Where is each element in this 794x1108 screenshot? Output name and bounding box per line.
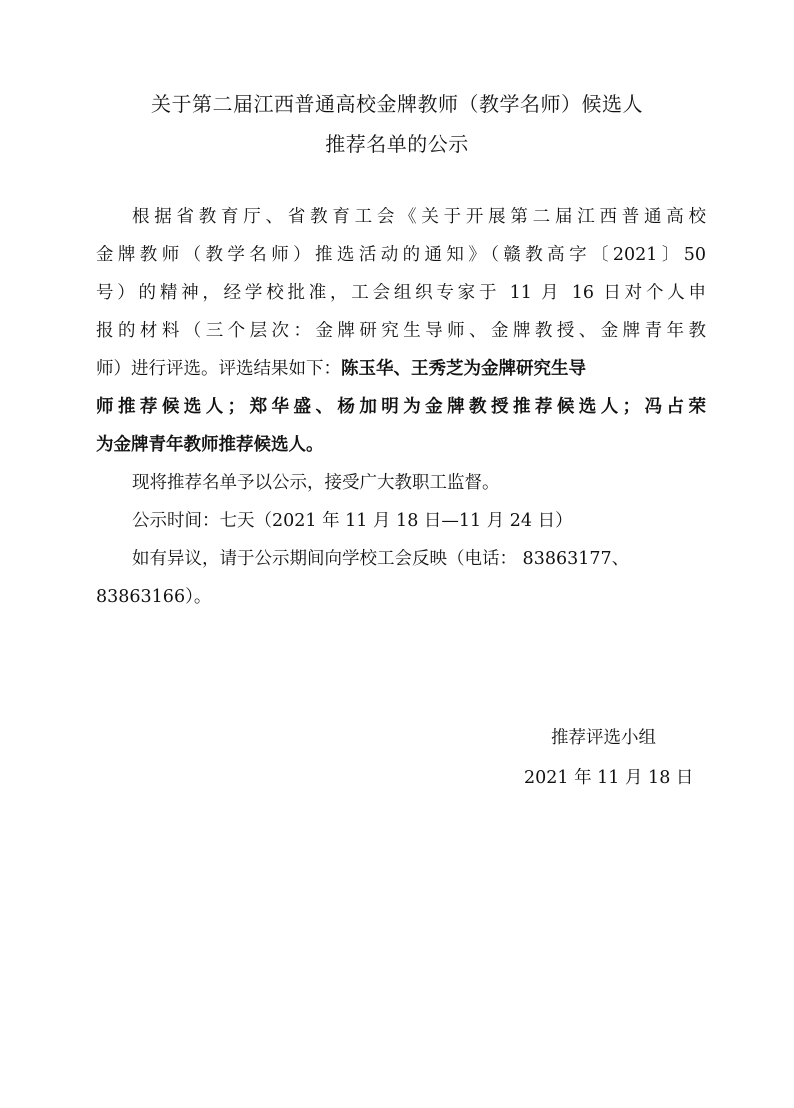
paragraph-1-line-1: 根据省教育厅、省教育工会《关于开展第二届江西普通高校: [132, 207, 706, 227]
paragraph-4-line-1: 如有异议，请于公示期间向学校工会反映（电话： 83863177、: [132, 549, 630, 569]
paragraph-1-line-5-bold: 陈玉华、王秀芝为金牌研究生导: [341, 359, 586, 379]
paragraph-1-line-5: [96, 354, 586, 384]
paragraph-2: 现将推荐名单予以公示，接受广大教职工监督。: [132, 473, 500, 493]
signature-date: 2021 年 11 月 18 日: [524, 768, 694, 788]
document-body: [96, 202, 706, 642]
paragraph-3: 公示时间：七天（2021 年 11 月 18 日—11 月 24 日）: [132, 511, 573, 531]
paragraph-4-line-2: 83863166）。: [96, 587, 212, 607]
paragraph-1-line-4: 报的材料（三个层次：金牌研究生导师、金牌教授、金牌青年教: [96, 321, 706, 341]
paragraph-1-line-2: 金牌教师（教学名师）推选活动的通知》（赣教高字〔2021〕50: [96, 245, 706, 265]
paragraph-1-line-6: 师推荐候选人；郑华盛、杨加明为金牌教授推荐候选人；冯占荣: [96, 397, 706, 417]
signature-organization: 推荐评选小组: [551, 728, 656, 748]
paragraph-1-line-7: 为金牌青年教师推荐候选人。: [96, 435, 324, 455]
paragraph-1-line-3: 号）的精神，经学校批准，工会组织专家于 11 月 16 日对个人申: [96, 283, 706, 303]
document-title-line-1: 关于第二届江西普通高校金牌教师（教学名师）候选人: [151, 92, 643, 116]
paragraph-1-line-5-plain: 师）进行评选。评选结果如下：: [96, 359, 341, 379]
document-title-line-2: 推荐名单的公示: [325, 132, 469, 156]
